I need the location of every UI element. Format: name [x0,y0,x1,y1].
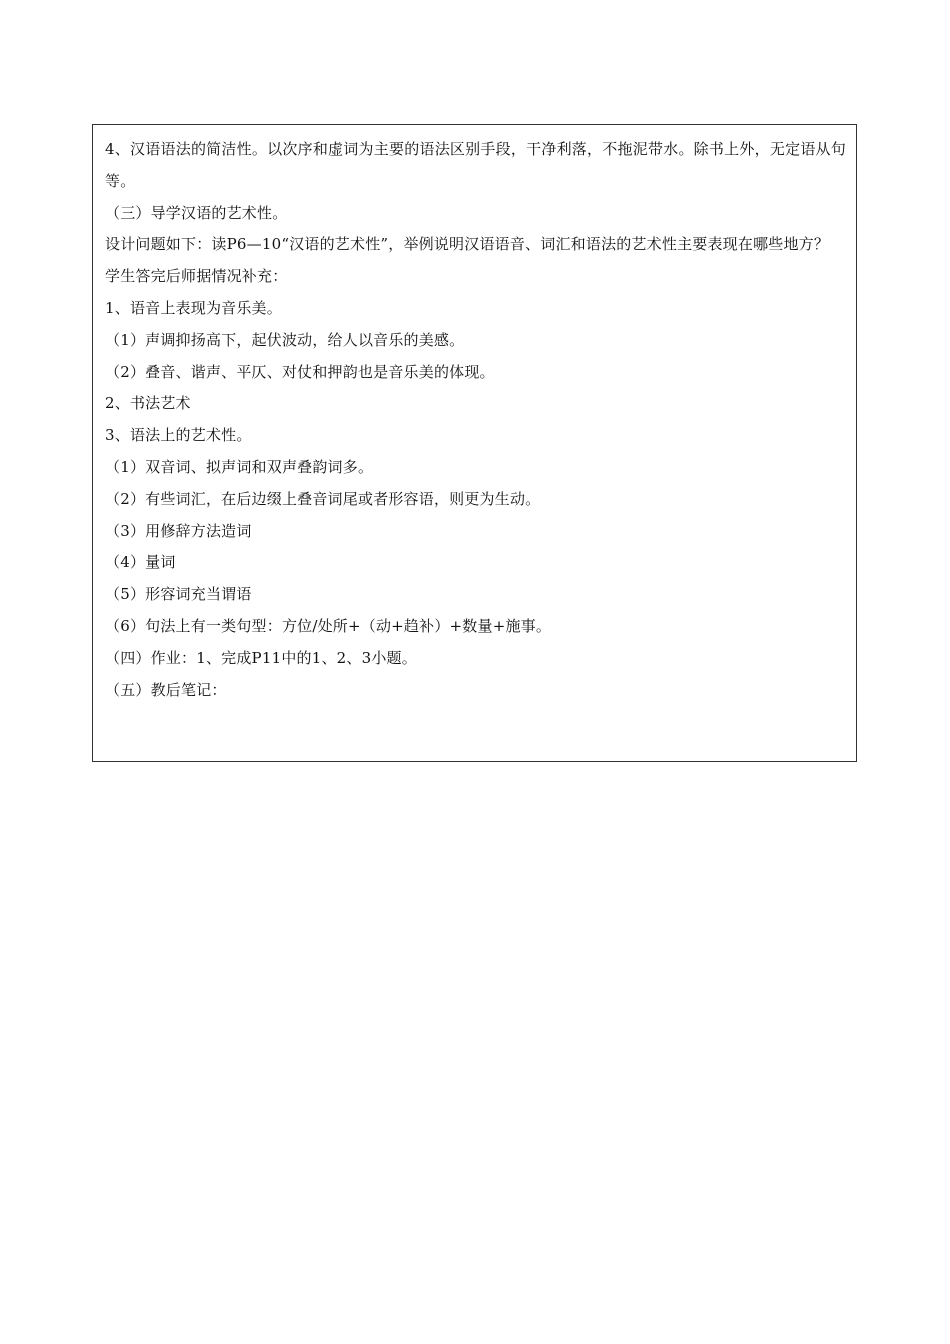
paragraph-grammar-conciseness: 4、汉语语法的简洁性。以次序和虚词为主要的语法区别手段，干净利落，不拖泥带水。除书上外，无定语从句等。 [105,140,846,190]
list-item-rhetoric: （3）用修辞方法造词 [105,521,252,540]
document-box [92,124,857,762]
list-item-measure-words: （4）量词 [105,553,176,572]
list-item-phonetics: 1、语音上表现为音乐美。 [105,298,282,317]
section-homework: （四）作业：1、完成P11中的1、2、3小题。 [105,648,417,667]
list-item-adjective-predicate: （5）形容词充当谓语 [105,585,252,604]
list-item-disyllabic: （1）双音词、拟声词和双声叠韵词多。 [105,457,374,476]
list-item-calligraphy: 2、书法艺术 [105,394,191,413]
list-item-suffix: （2）有些词汇，在后边缀上叠音词尾或者形容语，则更为生动。 [105,489,541,508]
paragraph-design-question: 设计问题如下：读P6—10“汉语的艺术性”，举例说明汉语语音、词汇和语法的艺术性主要表现在哪些地方？ [105,235,830,254]
paragraph-teacher-supplement: 学生答完后师据情况补充： [105,267,288,286]
section-teaching-notes: （五）教后笔记： [105,680,227,699]
list-item-grammar-artistry: 3、语法上的艺术性。 [105,426,252,445]
list-item-tone: （1）声调抑扬高下，起伏波动，给人以音乐的美感。 [105,330,465,349]
list-item-reduplication: （2）叠音、谐声、平仄、对仗和押韵也是音乐美的体现。 [105,362,495,381]
section-heading-artistry: （三）导学汉语的艺术性。 [105,203,288,222]
list-item-sentence-pattern: （6）句法上有一类句型：方位/处所+（动+趋补）+数量+施事。 [105,616,552,635]
